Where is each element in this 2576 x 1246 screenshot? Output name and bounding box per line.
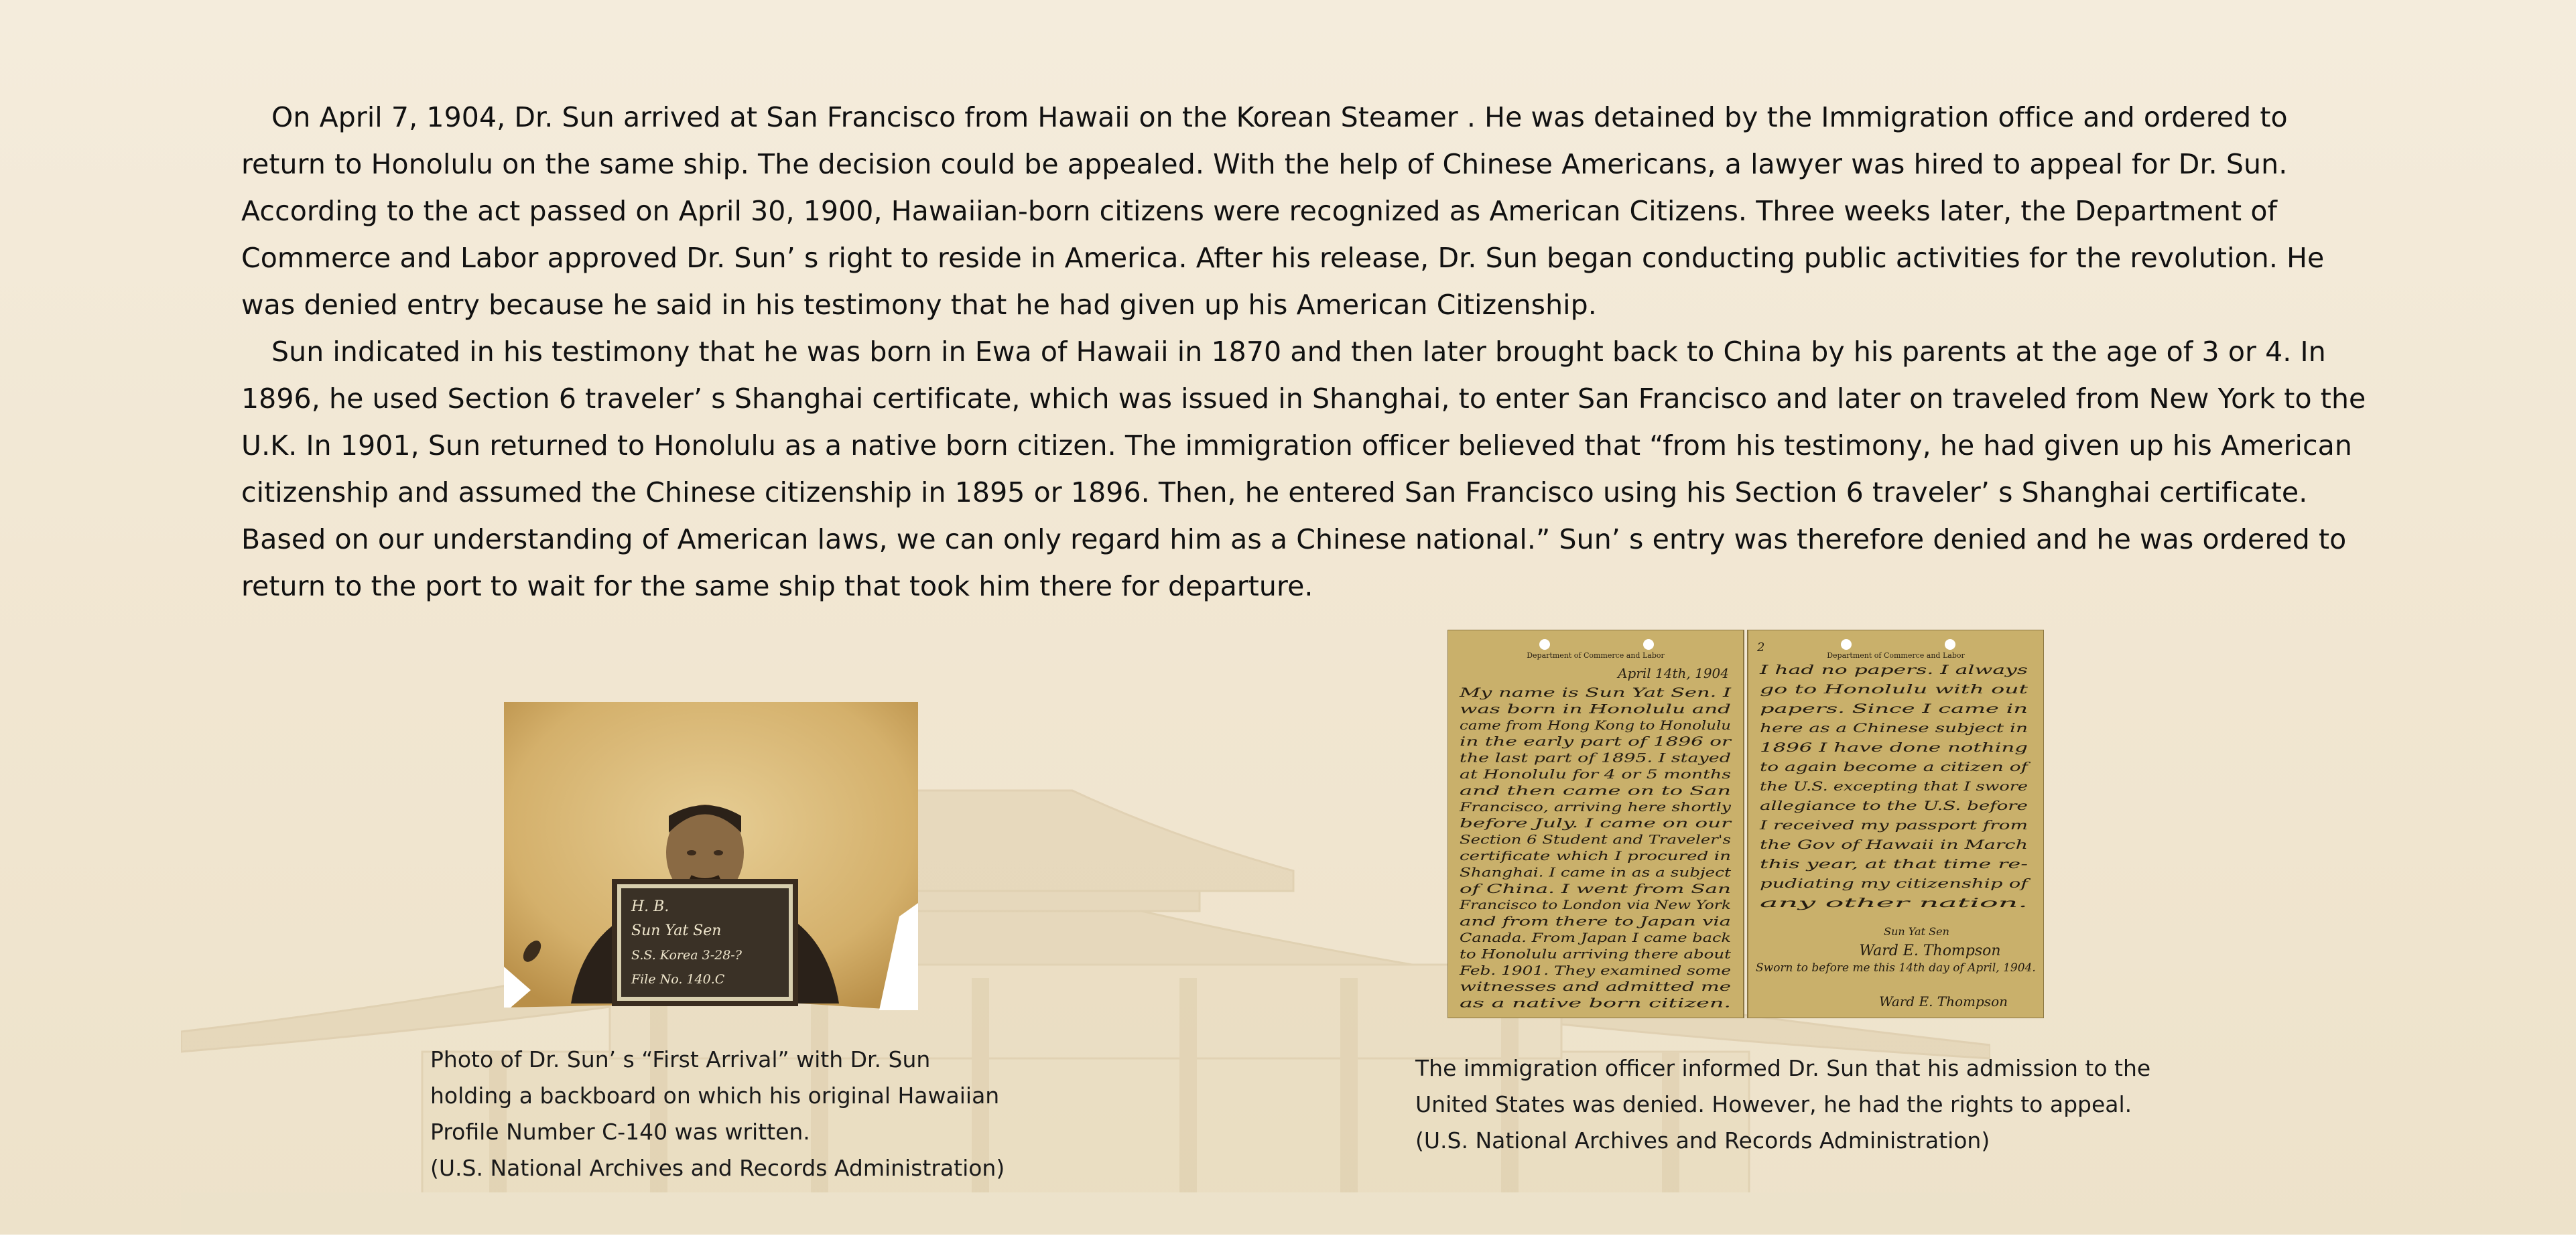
left-sheet-line: in the early part of 1896 or bbox=[1460, 735, 1732, 750]
left-sheet-line: My name is Sun Yat Sen. I bbox=[1458, 686, 1732, 700]
left-sheet-line: Section 6 Student and Traveler's bbox=[1460, 833, 1731, 847]
left-sheet-line: Shanghai. I came in as a subject bbox=[1460, 866, 1732, 880]
board-line-1: H. B. bbox=[631, 898, 669, 915]
left-sheet-line: to Honolulu arriving there about bbox=[1460, 947, 1732, 962]
left-sheet-line: witnesses and admitted me bbox=[1460, 980, 1732, 995]
left-sheet-line: Feb. 1901. They examined some bbox=[1458, 963, 1732, 978]
right-sheet-line: 1896 I have done nothing bbox=[1760, 740, 2028, 755]
left-sheet-line: was born in Honolulu and bbox=[1460, 702, 1732, 717]
left-sheet-line: before July. I came on our bbox=[1460, 817, 1732, 831]
paragraph-arrival: On April 7, 1904, Dr. Sun arrived at San Francisco from Hawaii on the Korean Steamer . He was detained by the Immigration office and ordered to return to Honolulu on the same ship. The decision could be appealed. With the help of Chinese Americans, a lawyer was hired to appeal for Dr. Sun. According to the act passed on April 30, 1900, Hawaiian-born citizens were recognized as American Citizens. Three weeks later, the Department of Commerce and Labor approved Dr. Sun’ s right to reside in America. After his release, Dr. Sun began conducting public activities for the revolution. He was denied entry because he said in his testimony that he had given up his American Citizenship. bbox=[241, 101, 2325, 321]
right-sheet-line: to again become a citizen of bbox=[1760, 760, 2031, 774]
board-line-3: S.S. Korea 3-28-? bbox=[631, 948, 742, 963]
photo-caption-line: holding a backboard on which his original Hawaiian bbox=[430, 1083, 1000, 1109]
board-line-2: Sun Yat Sen bbox=[631, 922, 722, 939]
left-sheet-header: Department of Commerce and Labor bbox=[1527, 651, 1665, 660]
left-sheet-line: the last part of 1895. I stayed bbox=[1460, 751, 1732, 766]
sworn-statement: Sworn to before me this 14th day of April, 1904. bbox=[1756, 961, 2036, 975]
left-sheet-line: and from there to Japan via bbox=[1460, 914, 1731, 929]
right-sheet-header: Department of Commerce and Labor bbox=[1827, 651, 1965, 660]
right-sheet-line: go to Honolulu with out bbox=[1760, 682, 2028, 697]
sun-signature: Sun Yat Sen bbox=[1884, 925, 1949, 938]
right-sheet-line: the Gov of Hawaii in March bbox=[1760, 837, 2028, 852]
page-bottom-band bbox=[0, 1235, 2576, 1246]
right-sheet-line: I had no papers. I always bbox=[1758, 663, 2028, 677]
left-sheet-line: Canada. From Japan I came back bbox=[1460, 931, 1731, 945]
photo-caption-line: Photo of Dr. Sun’ s “First Arrival” with Dr. Sun bbox=[430, 1046, 931, 1072]
letters-caption-line: The immigration officer informed Dr. Sun that his admission to the bbox=[1415, 1055, 2151, 1081]
body-text bbox=[241, 94, 2372, 610]
left-sheet-line: of China. I went from San bbox=[1460, 882, 1731, 896]
right-sheet-page-number: 2 bbox=[1757, 640, 1765, 654]
left-sheet-line: Francisco to London via New York bbox=[1458, 898, 1731, 913]
left-sheet-date: April 14th, 1904 bbox=[1618, 665, 1729, 681]
board-line-4: File No. 140.C bbox=[631, 972, 725, 987]
right-sheet-line: any other nation. bbox=[1760, 896, 2028, 910]
witness-signature: Ward E. Thompson bbox=[1859, 943, 2001, 959]
photo-caption-line: (U.S. National Archives and Records Administration) bbox=[430, 1155, 1005, 1181]
notary-signature: Ward E. Thompson bbox=[1879, 993, 2008, 1010]
right-sheet-line: pudiating my citizenship of bbox=[1760, 876, 2031, 891]
right-sheet-line: this year, at that time re- bbox=[1760, 857, 2028, 872]
right-sheet-line: the U.S. excepting that I swore bbox=[1760, 779, 2028, 794]
left-sheet-line: at Honolulu for 4 or 5 months bbox=[1460, 768, 1731, 782]
letters-caption-line: (U.S. National Archives and Records Administration) bbox=[1415, 1127, 1990, 1154]
letters-caption-line: United States was denied. However, he had the rights to appeal. bbox=[1415, 1091, 2132, 1117]
left-sheet-line: as a native born citizen. bbox=[1460, 996, 1731, 1011]
right-sheet-line: allegiance to the U.S. before bbox=[1760, 799, 2028, 813]
paragraph-testimony: Sun indicated in his testimony that he was born in Ewa of Hawaii in 1870 and then later brought back to China by his parents at the age of 3 or 4. In 1896, he used Section 6 traveler’ s Shanghai certificate, which was issued in Shanghai, to enter San Francisco and later on traveled from New York to the U.K. In 1901, Sun returned to Honolulu as a native born citizen. The immigration officer believed that “from his testimony, he had given up his American citizenship and assumed the Chinese citizenship in 1895 or 1896. Then, he entered San Francisco using his Section 6 traveler’ s Shanghai certificate. Based on our understanding of American laws, we can only regard him as a Chinese national.” Sun’ s entry was therefore denied and he was ordered to return to the port to wait for the same ship that took him there for departure. bbox=[241, 336, 2366, 602]
left-sheet-line: came from Hong Kong to Honolulu bbox=[1460, 718, 1731, 733]
left-sheet-line: Francisco, arriving here shortly bbox=[1458, 800, 1732, 815]
right-sheet-line: I received my passport from bbox=[1758, 818, 2028, 833]
photo-caption-line: Profile Number C-140 was written. bbox=[430, 1119, 810, 1145]
sun-arrival-photo bbox=[504, 702, 918, 1010]
right-sheet-line: here as a Chinese subject in bbox=[1760, 721, 2028, 736]
testimony-letters bbox=[1447, 630, 2044, 1018]
right-sheet-line: papers. Since I came in bbox=[1760, 701, 2028, 716]
left-sheet-line: certificate which I procured in bbox=[1460, 849, 1731, 863]
left-sheet-line: and then came on to San bbox=[1460, 784, 1731, 799]
letters-caption bbox=[1415, 1050, 2150, 1159]
photo-caption bbox=[430, 1042, 1005, 1186]
